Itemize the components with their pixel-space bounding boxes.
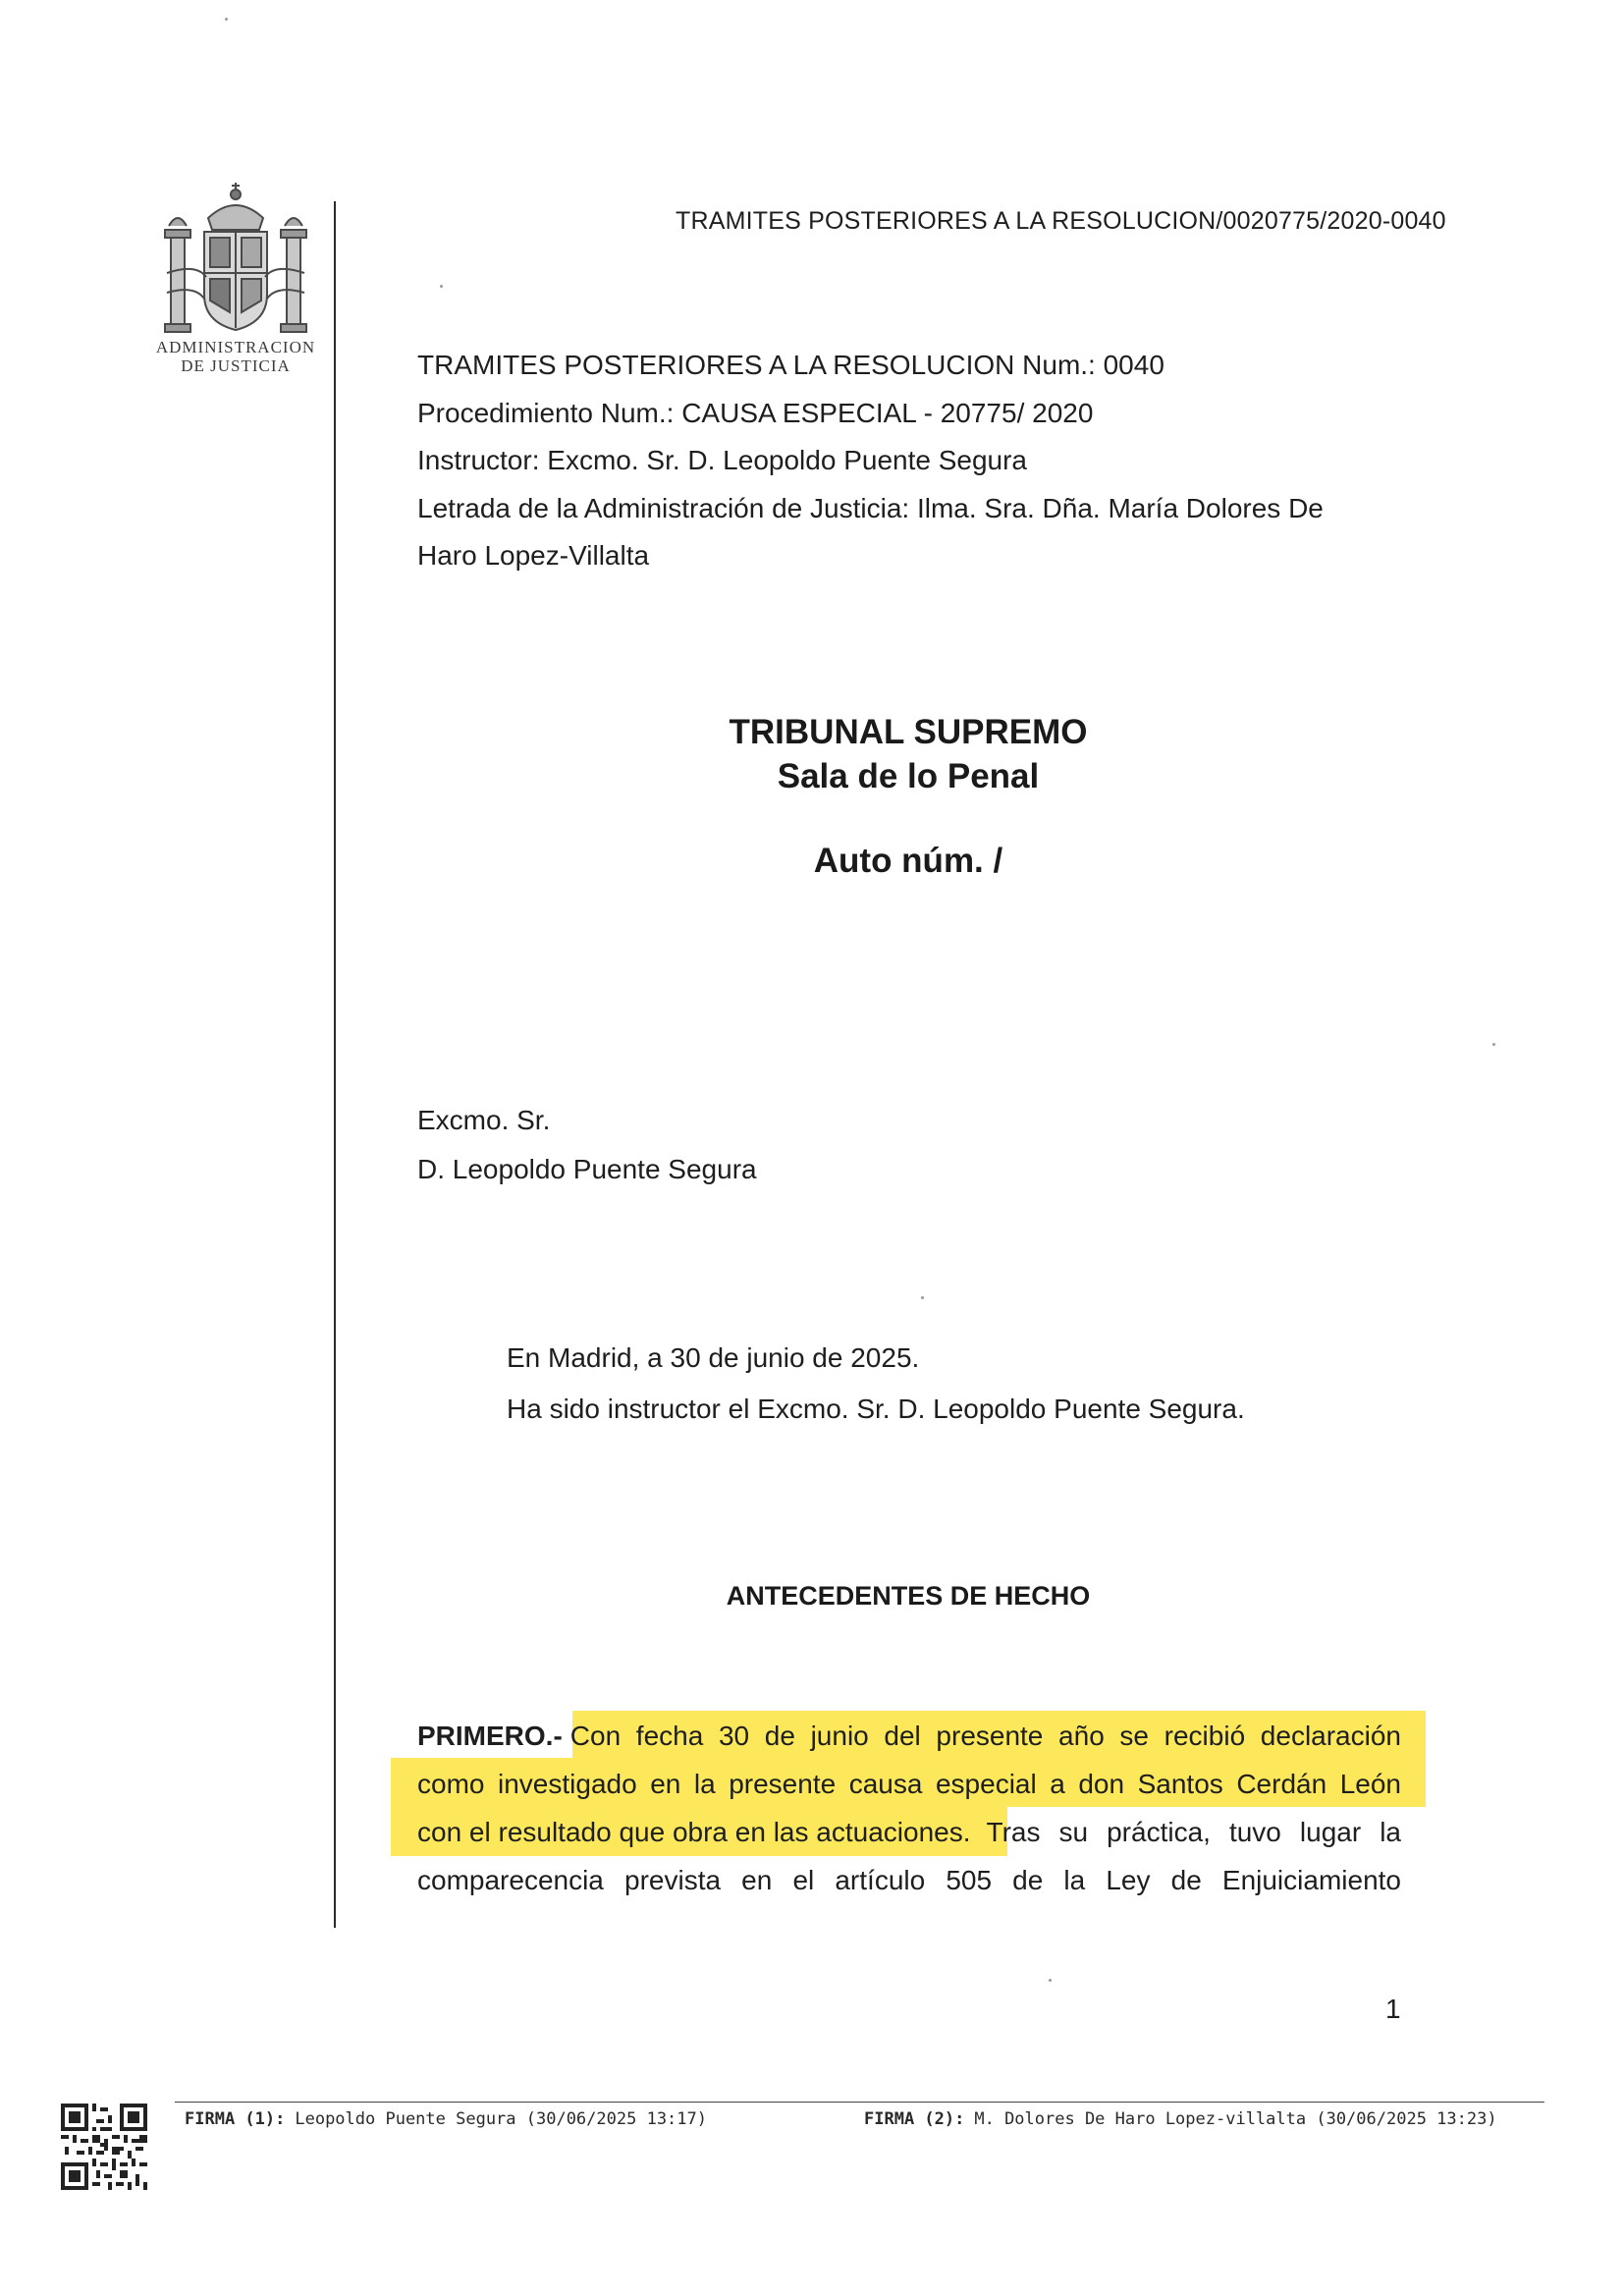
auto-number: Auto núm. / [813, 842, 1003, 880]
paragraph-primero [417, 1721, 1401, 1917]
highlighted-text: como investigado en la presente causa especial a don Santos Cerdán León [417, 1769, 1401, 1799]
case-info-line: Haro Lopez-Villalta [417, 540, 650, 571]
signature-1-value: Leopoldo Puente Segura (30/06/2025 13:17) [295, 2109, 707, 2129]
scan-speck [440, 285, 443, 288]
judge-name: D. Leopoldo Puente Segura [417, 1154, 757, 1184]
case-info-line: Procedimiento Num.: CAUSA ESPECIAL - 20775/ 2020 [417, 397, 1094, 428]
place-date-line: En Madrid, a 30 de junio de 2025. [507, 1342, 920, 1373]
paragraph-text: Tras su práctica, tuvo lugar la [986, 1817, 1401, 1847]
judge-title: Excmo. Sr. [417, 1105, 551, 1135]
footer-rule [175, 2102, 1544, 2103]
signature-2-label: FIRMA (2): [864, 2109, 965, 2129]
scan-speck [921, 1296, 924, 1299]
highlighted-text: con el resultado que obra en las actuaciones. [417, 1817, 971, 1847]
section-title: ANTECEDENTES DE HECHO [726, 1581, 1091, 1611]
court-chamber: Sala de lo Penal [777, 757, 1040, 795]
signature-2-value: M. Dolores De Haro Lopez-villalta (30/06/2025 13:23) [974, 2109, 1497, 2129]
paragraph-line [417, 1865, 1401, 1896]
case-info-line: TRAMITES POSTERIORES A LA RESOLUCION Num.: 0040 [417, 350, 1164, 380]
paragraph-line [417, 1721, 1401, 1752]
case-info-line: Letrada de la Administración de Justicia: Ilma. Sra. Dña. María Dolores De [417, 492, 1324, 523]
place-date-block [507, 1333, 1245, 1435]
margin-rule [334, 201, 336, 1928]
highlighted-text: Con fecha 30 de junio del presente año se recibió declaración [569, 1721, 1401, 1751]
scan-speck [1049, 1979, 1052, 1982]
judge-block [417, 1096, 757, 1194]
document-reference: TRAMITES POSTERIORES A LA RESOLUCION/0020775/2020-0040 [676, 207, 1446, 235]
scan-speck [225, 18, 228, 21]
paragraph-label: PRIMERO.- [417, 1721, 563, 1751]
qr-code [61, 2104, 147, 2190]
case-info [417, 342, 1324, 580]
instructor-line: Ha sido instructor el Excmo. Sr. D. Leopoldo Puente Segura. [507, 1394, 1245, 1424]
paragraph-text: comparecencia prevista en el artículo 505 de la Ley de Enjuiciamiento [417, 1865, 1401, 1895]
signature-1-label: FIRMA (1): [185, 2109, 286, 2129]
administracion-justicia-label: ADMINISTRACION DE JUSTICIA [155, 338, 316, 375]
signature-1 [185, 2109, 707, 2129]
scan-speck [1492, 1043, 1495, 1046]
court-name: TRIBUNAL SUPREMO [729, 713, 1088, 751]
signature-2 [864, 2109, 1497, 2129]
paragraph-line [417, 1817, 1401, 1848]
case-info-line: Instructor: Excmo. Sr. D. Leopoldo Puente Segura [417, 445, 1028, 475]
page-number: 1 [1385, 1994, 1401, 2024]
paragraph-line [417, 1769, 1401, 1800]
